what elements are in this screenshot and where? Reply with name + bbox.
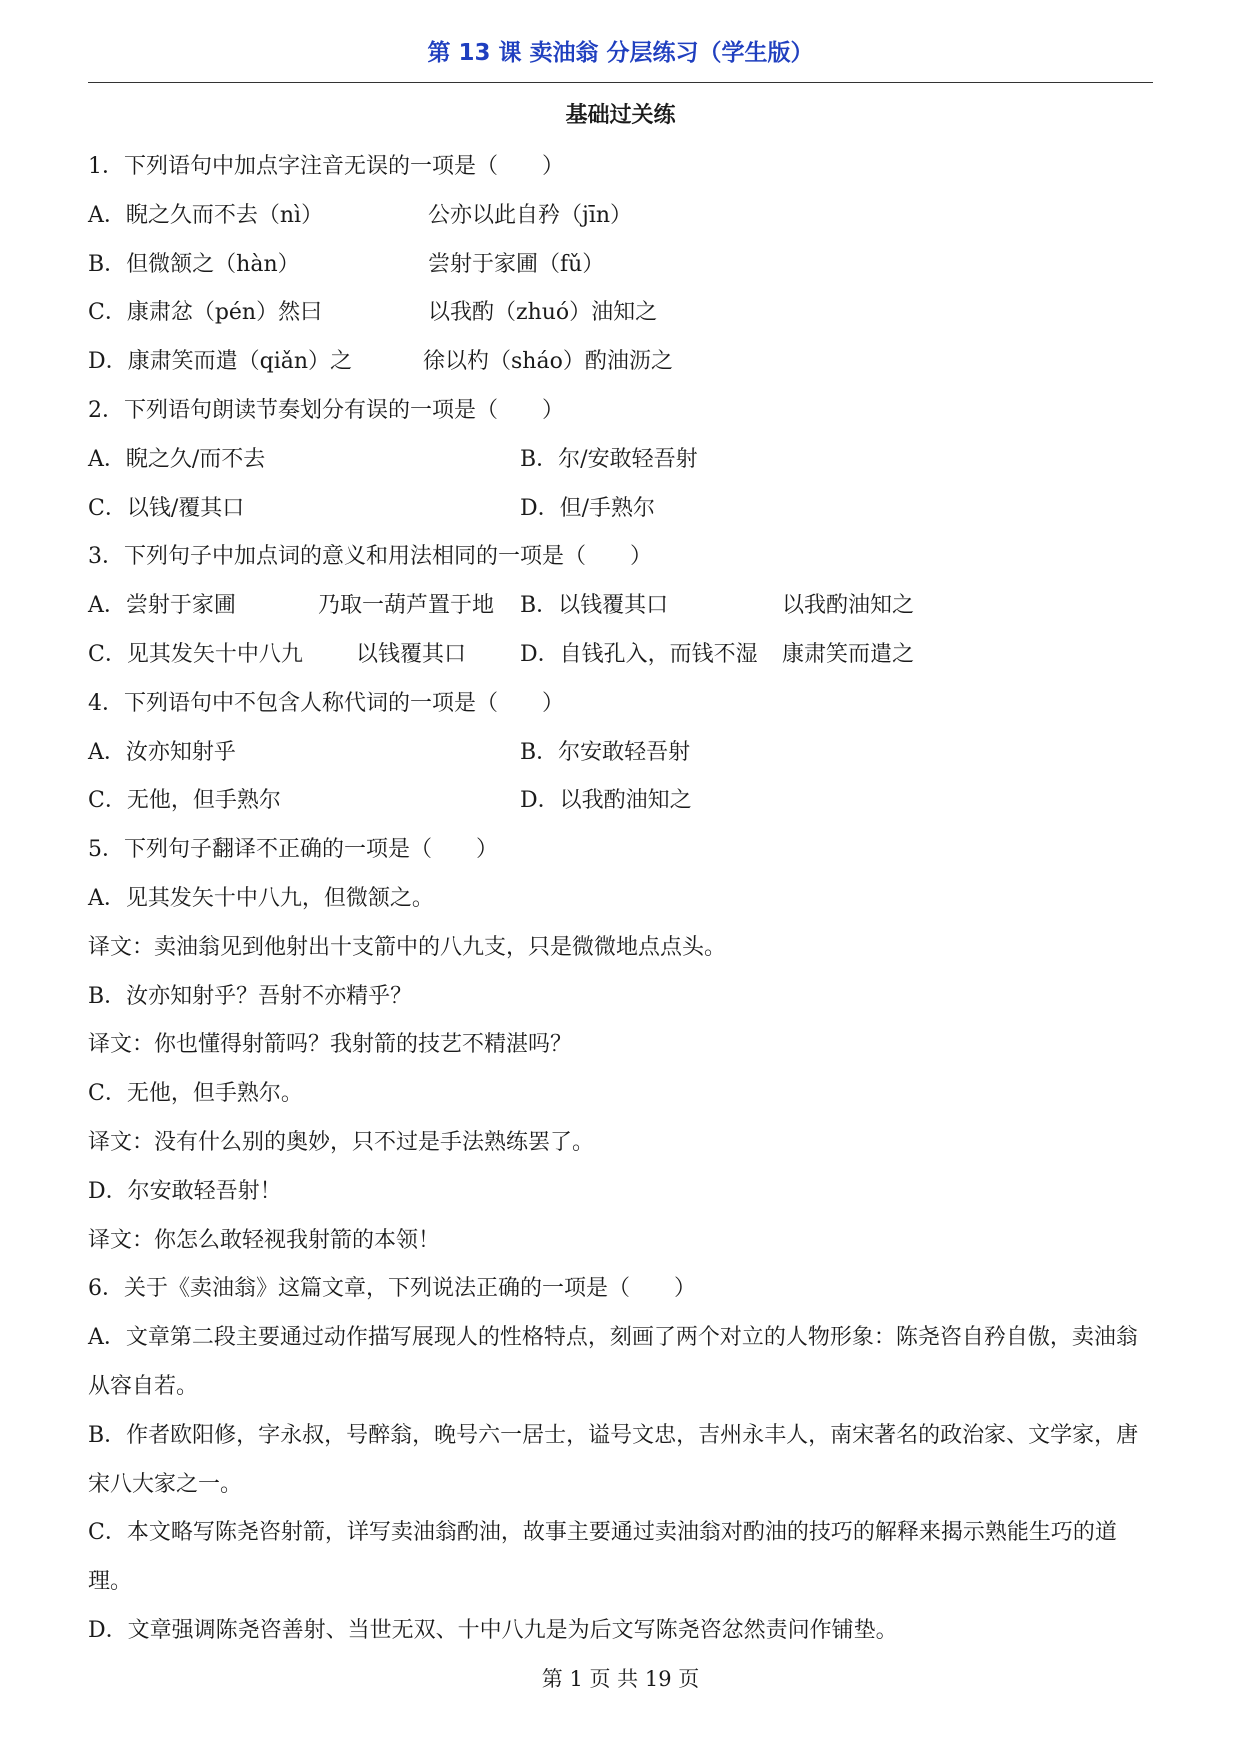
q3-b-part2: 以我酌油知之: [782, 593, 915, 619]
q1-b-part2: 尝射于家圃（fǔ）: [428, 251, 605, 277]
q6-stem: 6．关于《卖油翁》这篇文章，下列说法正确的一项是（ ）: [88, 1276, 696, 1302]
q1-stem: 1．下列语句中加点字注音无误的一项是（ ）: [88, 154, 564, 179]
q1-option-c: [88, 289, 1153, 338]
q1-d-part2: 徐以杓（sháo）酌油沥之: [423, 349, 673, 375]
q5-option-b: B．汝亦知射乎？吾射不亦精乎？: [88, 983, 413, 1009]
q3-c-part1: C．见其发矢十中八九: [88, 641, 303, 667]
q5-option-d: D．尔安敢轻吾射！: [88, 1178, 282, 1204]
q1-b-part1: B．但微颔之（hàn）: [88, 251, 300, 277]
q3-d-part1: D．自钱孔入，而钱不湿: [520, 641, 758, 667]
q3-a-part1: A．尝射于家圃: [88, 593, 236, 619]
q6-option-a: A．文章第二段主要通过动作描写展现人的性格特点，刻画了两个对立的人物形象：陈尧咨自矜自傲，卖油翁从容自若。: [88, 1325, 1138, 1399]
q1-a-part1: A．睨之久而不去（nì）: [88, 202, 324, 228]
q2-row-ab: [88, 436, 1153, 485]
q5-translation-c: 译文：没有什么别的奥妙，只不过是手法熟练罢了。: [88, 1129, 595, 1155]
q1-option-a: [88, 192, 1153, 241]
q3-a-part2: 乃取一葫芦置于地: [318, 593, 495, 619]
q5-translation-b: 译文：你也懂得射箭吗？我射箭的技艺不精湛吗？: [88, 1032, 573, 1058]
q5-stem: 5．下列句子翻译不正确的一项是（ ）: [88, 837, 498, 863]
q3-row-cd: [88, 631, 1153, 680]
q4-option-b: B．尔安敢轻吾射: [520, 739, 691, 765]
section-title: 基础过关练: [565, 103, 676, 128]
q3-d-part2: 康肃笑而遣之: [782, 641, 915, 667]
q2-option-d: D．但/手熟尔: [520, 495, 656, 521]
q5-translation-a: 译文：卖油翁见到他射出十支箭中的八九支，只是微微地点点头。: [88, 934, 727, 960]
q4-option-a: A．汝亦知射乎: [88, 739, 236, 765]
q1-option-b: [88, 241, 1153, 290]
q2-row-cd: [88, 485, 1153, 534]
q4-stem: 4．下列语句中不包含人称代词的一项是（ ）: [88, 690, 564, 716]
q6-option-d: D．文章强调陈尧咨善射、当世无双、十中八九是为后文写陈尧咨忿然责问作铺垫。: [88, 1617, 898, 1643]
q4-row-cd: [88, 777, 1153, 826]
q4-row-ab: [88, 729, 1153, 778]
q3-b-part1: B．以钱覆其口: [520, 593, 669, 619]
q4-option-c: C．无他，但手熟尔: [88, 788, 281, 814]
q5-option-a: A．见其发矢十中八九，但微颔之。: [88, 885, 434, 911]
q3-row-ab: [88, 582, 1153, 631]
q1-d-part1: D．康肃笑而遣（qiǎn）之: [88, 349, 353, 375]
page-title: 第 13 课 卖油翁 分层练习（学生版）: [427, 40, 814, 66]
q6-option-c: C．本文略写陈尧咨射箭，详写卖油翁酌油，故事主要通过卖油翁对酌油的技巧的解释来揭示熟能生巧的道理。: [88, 1520, 1117, 1595]
q2-option-c: C．以钱/覆其口: [88, 495, 245, 521]
q1-c-part1: C．康肃忿（pén）然曰: [88, 300, 323, 326]
q3-stem: 3．下列句子中加点词的意义和用法相同的一项是（ ）: [88, 544, 652, 570]
q1-option-d: [88, 338, 1153, 387]
q4-option-d: D．以我酌油知之: [520, 788, 692, 814]
q2-stem: 2．下列语句朗读节奏划分有误的一项是（ ）: [88, 397, 564, 423]
header-divider: [88, 82, 1153, 83]
page-number: 第 1 页 共 19 页: [541, 1667, 700, 1691]
q2-option-a: A．睨之久/而不去: [88, 446, 266, 472]
q1-a-part2: 公亦以此自矜（jīn）: [428, 202, 633, 228]
q6-option-b: B．作者欧阳修，字永叔，号醉翁，晚号六一居士，谥号文忠，吉州永丰人，南宋著名的政治家、文学家，唐宋八大家之一。: [88, 1422, 1139, 1497]
q5-translation-d: 译文：你怎么敢轻视我射箭的本领！: [88, 1227, 441, 1253]
q5-option-c: C．无他，但手熟尔。: [88, 1081, 303, 1107]
q3-c-part2: 以钱覆其口: [356, 641, 467, 667]
document-body: [88, 143, 1153, 1656]
q2-option-b: B．尔/安敢轻吾射: [520, 446, 698, 472]
q1-c-part2: 以我酌（zhuó）油知之: [428, 300, 658, 326]
